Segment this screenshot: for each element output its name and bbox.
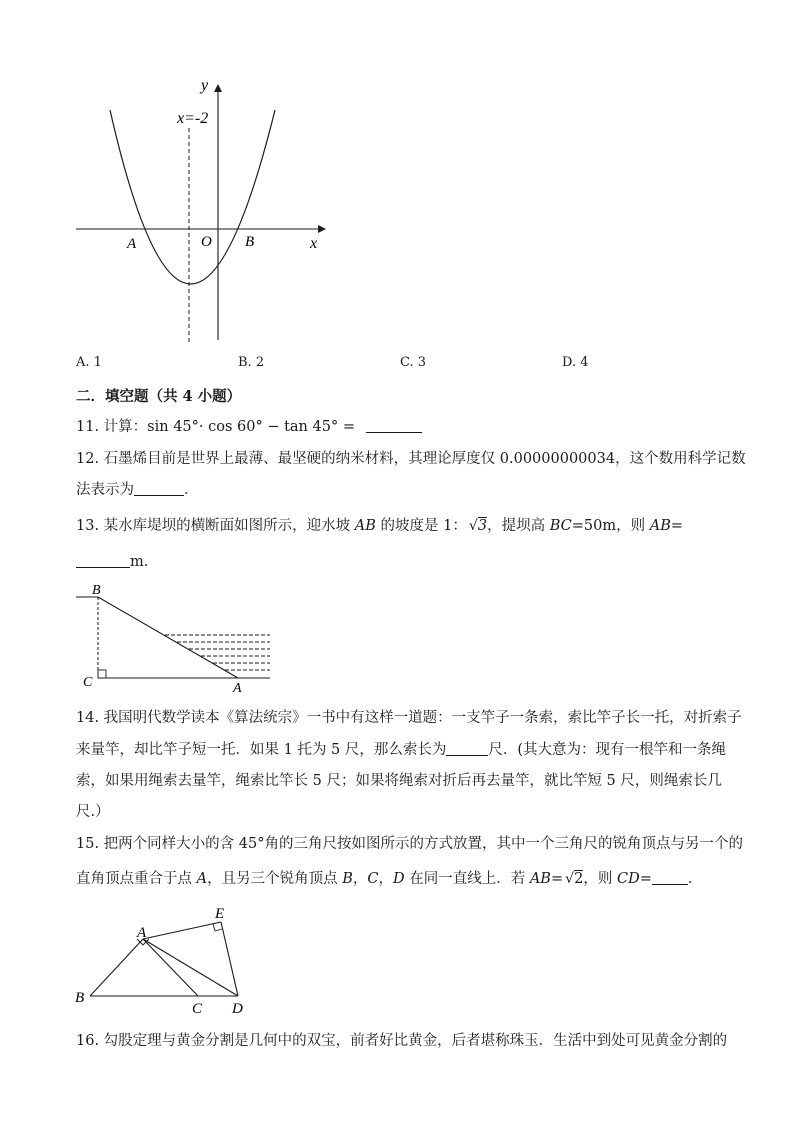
question-14-line-3: 索，如果用绳索去量竿，绳索比竿长 5 尺；如果将绳索对折后再去量竿，就比竿短 5 尺，则绳索长几 [76, 773, 722, 789]
question-13-line-1 [76, 516, 683, 536]
question-13-line-2 [76, 552, 148, 572]
y-axis-label: y [201, 77, 209, 94]
question-15-line-2 [76, 869, 702, 889]
q14-text-after: 尺．(其大意为：现有一根竿和一条绳 [488, 742, 727, 758]
q13-part-2: 的坡度是 1： [375, 518, 467, 534]
q13-ab-2: AB [649, 518, 671, 534]
segment-ae [143, 922, 221, 939]
parabola-graph [60, 70, 340, 350]
q15-point-c: C [367, 871, 379, 887]
question-14-line-2 [76, 740, 726, 760]
q11-answer-blank[interactable] [366, 418, 422, 433]
q13-ab: AB [354, 518, 376, 534]
dam-point-b: B [92, 583, 101, 598]
x-axis-label: x [310, 235, 318, 252]
dam-diagram [70, 580, 290, 695]
y-axis-arrow [214, 84, 222, 92]
q15-sep-2: ， [378, 871, 393, 887]
q13-part-3: ，提坝高 [487, 518, 550, 534]
segment-ed [221, 922, 238, 996]
q14-text: 来量竿，却比竿子短一托．如果 1 托为 5 尺，那么索长为 [76, 742, 447, 758]
option-a[interactable]: A. 1 [76, 355, 102, 370]
water-lines [165, 635, 270, 670]
q12-text: 法表示为 [76, 482, 134, 498]
option-c[interactable]: C. 3 [400, 355, 427, 370]
question-14-line-4: 尺.） [76, 804, 110, 820]
segment-ab [90, 939, 143, 996]
q13-bc: BC [549, 518, 572, 534]
right-angle-mark-e [213, 924, 222, 931]
q13-unit: m. [130, 554, 149, 570]
origin-label: O [201, 234, 212, 250]
q15-sqrt [565, 869, 583, 889]
question-11 [76, 417, 422, 437]
option-d[interactable]: D. 4 [562, 355, 589, 370]
triangle-point-d: D [232, 1001, 243, 1017]
question-12-line-1: 12. 石墨烯目前是世界上最薄、最坚硬的纳米材料，其理论厚度仅 0.00000000034，这个数用科学记数 [76, 451, 746, 467]
q13-part-4: =50m，则 [571, 518, 650, 534]
q15-ab: AB [529, 871, 551, 887]
q13-part-5: = [670, 518, 684, 534]
q15-point-a: A [196, 871, 208, 887]
q12-end: ． [184, 482, 199, 498]
dam-slope-ab [98, 597, 238, 678]
q15-cd: CD [616, 871, 640, 887]
q11-prefix: 11. 计算： [76, 419, 148, 435]
q15-eq-2: = [639, 871, 652, 887]
q13-part-1: 13. 某水库堤坝的横断面如图所示，迎水坡 [76, 518, 355, 534]
triangle-point-a: A [137, 925, 147, 941]
point-b-label: B [245, 234, 255, 250]
triangle-diagram [70, 900, 270, 1025]
question-12-line-2 [76, 480, 199, 500]
question-14-line-1: 14. 我国明代数学读本《算法统宗》一书中有这样一道题：一支竿子一条索，索比竿子长一托，对折索子 [76, 710, 742, 726]
q15-text-d: ，则 [583, 871, 617, 887]
triangle-point-b: B [75, 990, 85, 1006]
dam-point-a: A [233, 681, 242, 695]
q15-eq: = [550, 871, 564, 887]
triangle-point-c: C [192, 1001, 203, 1017]
q11-expression: sin 45°· cos 60° − tan 45° = [147, 419, 355, 435]
q14-answer-blank[interactable] [446, 741, 488, 756]
section-title: 二．填空题（共 4 小题） [76, 388, 242, 405]
point-a-label: A [127, 236, 137, 252]
sqrt-symbol: √ [565, 871, 575, 887]
q15-point-d: D [392, 871, 405, 887]
right-angle-mark [98, 670, 106, 678]
q15-sep-1: ， [352, 871, 368, 887]
q13-answer-blank[interactable] [76, 553, 130, 568]
sqrt-symbol: √ [468, 518, 478, 534]
q15-end: ． [687, 871, 703, 887]
q15-answer-blank[interactable] [652, 870, 688, 885]
q15-text-a: 直角顶点重合于点 [76, 871, 197, 887]
dam-point-c: C [83, 675, 93, 690]
q15-radicand: 2 [574, 871, 584, 887]
q13-radicand: 3 [477, 518, 488, 534]
triangle-point-e: E [215, 906, 225, 922]
symmetry-line-label: x=-2 [177, 110, 209, 127]
question-16-line-1: 16. 勾股定理与黄金分割是几何中的双宝，前者好比黄金，后者堪称珠玉．生活中到处可见黄金分割的 [76, 1033, 728, 1049]
q15-text-c: 在同一直线上．若 [404, 871, 530, 887]
x-axis-arrow [318, 225, 326, 233]
question-15-line-1: 15. 把两个同样大小的含 45°角的三角尺按如图所示的方式放置，其中一个三角尺的锐角顶点与另一个的 [76, 836, 743, 852]
q15-text-b: ，且另三个锐角顶点 [207, 871, 343, 887]
parabola-curve [110, 110, 275, 284]
q13-sqrt [469, 516, 487, 536]
option-b[interactable]: B. 2 [238, 355, 265, 370]
q15-point-b: B [342, 871, 353, 887]
q12-answer-blank[interactable] [134, 481, 184, 496]
